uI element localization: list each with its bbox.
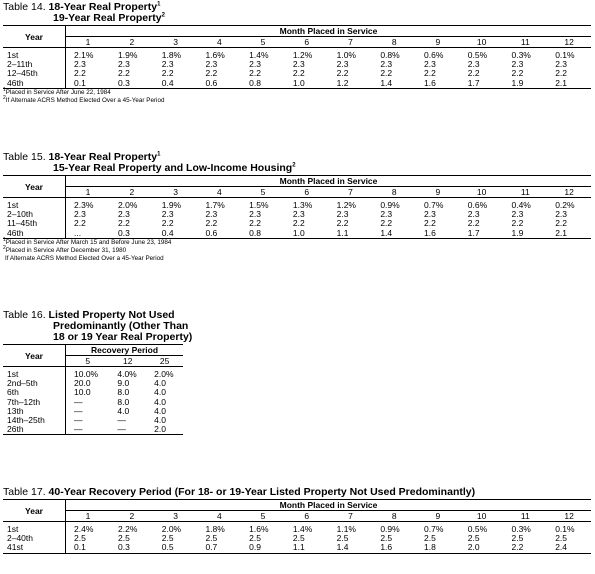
footnote-text: Placed in Service After March 15 and Before June 23, 1984 xyxy=(5,238,172,246)
table-cell: 4.0 xyxy=(154,387,166,398)
table-cell: 0.4 xyxy=(154,229,198,239)
table-cell: 2.2 xyxy=(292,218,305,229)
table-cell: — xyxy=(66,425,110,435)
table-cell: 0.5% xyxy=(467,524,488,534)
table-17-title xyxy=(3,487,591,498)
table-14-title-line2: 19-Year Real Property xyxy=(53,12,162,24)
row-year: 1st xyxy=(3,48,66,61)
table-14-title-line1: 18-Year Real Property xyxy=(48,1,158,13)
column-header: 7 xyxy=(329,37,373,48)
table-17-section xyxy=(3,487,591,554)
column-header: 10 xyxy=(460,511,504,522)
table-cell: 2.3% xyxy=(74,200,94,210)
column-header: 6 xyxy=(285,187,329,198)
column-header: 3 xyxy=(154,187,198,198)
column-header: 11 xyxy=(503,511,547,522)
table-16-title-line3: 18 or 19 Year Real Property) xyxy=(53,331,193,343)
table-cell: 2.2 xyxy=(118,218,130,229)
table-14-label: Table 14. xyxy=(3,1,46,13)
footnote xyxy=(3,244,591,255)
table-cell: 0.3% xyxy=(511,50,531,60)
table-cell: 0.1% xyxy=(555,50,575,60)
table-14-title-line1-sup: 1 xyxy=(157,1,161,8)
table-cell: 0.9% xyxy=(380,200,400,210)
table-cell: — xyxy=(109,425,146,435)
table-cell: 1.4 xyxy=(372,229,416,239)
table-cell: 2.1 xyxy=(547,79,591,89)
span-header: Recovery Period xyxy=(66,345,184,356)
table-row xyxy=(3,229,591,239)
table-cell: 2.3 xyxy=(74,209,86,220)
table-cell: 1.0 xyxy=(285,79,329,89)
column-header: 12 xyxy=(547,511,591,522)
table-cell: 2.2 xyxy=(336,218,349,229)
table-14-section xyxy=(3,2,591,105)
table-cell: 2.2 xyxy=(555,68,568,79)
table-14-title-line2-sup: 2 xyxy=(161,12,165,19)
row-year: 7th–12th xyxy=(3,398,66,407)
footnote-text: If Alternate ACRS Method Elected Over a 45-Year Period xyxy=(5,254,164,262)
table-cell: 1.9 xyxy=(503,229,547,239)
table-cell: — xyxy=(74,415,83,426)
table-cell: 9.0 xyxy=(117,378,130,389)
table-cell: 2.2 xyxy=(161,68,174,79)
table-cell: 2.5 xyxy=(74,533,86,544)
table-cell: 2.5 xyxy=(292,533,305,544)
table-15-section xyxy=(3,152,591,262)
table-cell: 1.1 xyxy=(285,543,329,553)
table-cell: 2.2 xyxy=(161,218,174,229)
table-cell: 2.1% xyxy=(74,50,94,60)
table-cell: — xyxy=(117,415,126,426)
footnote-marker: 1 xyxy=(3,236,6,243)
table-cell: 2.2 xyxy=(467,218,480,229)
table-cell: 0.6% xyxy=(424,50,444,60)
table-cell: 0.2% xyxy=(555,200,575,210)
table-cell: 2.3 xyxy=(292,59,305,70)
table-cell: 2.5 xyxy=(118,533,130,544)
table-15-footnotes xyxy=(3,236,591,263)
table-cell: 2.3 xyxy=(249,59,261,70)
column-header: 10 xyxy=(460,187,504,198)
table-17 xyxy=(3,499,591,554)
table-cell: 4.0% xyxy=(117,369,137,379)
table-cell: 2.3 xyxy=(380,59,393,70)
table-cell: 0.5 xyxy=(154,543,198,553)
table-cell: 2.3 xyxy=(424,209,436,220)
table-cell: 2.2 xyxy=(503,543,547,553)
footnote-marker: 1 xyxy=(3,86,6,93)
column-header: 5 xyxy=(66,356,110,367)
row-year: 14th–25th xyxy=(3,416,66,425)
table-cell: 2.0 xyxy=(146,425,183,435)
table-cell: 2.2 xyxy=(336,68,349,79)
table-cell: 2.4 xyxy=(547,543,591,553)
column-header: 6 xyxy=(285,511,329,522)
table-15 xyxy=(3,175,591,239)
column-header: 3 xyxy=(154,511,198,522)
table-cell: 1.6% xyxy=(205,50,225,60)
table-cell: 0.1 xyxy=(66,79,111,89)
table-cell: 1.2 xyxy=(329,79,373,89)
table-cell: 0.3 xyxy=(110,229,154,239)
table-cell: 1.9% xyxy=(118,50,138,60)
table-cell: 2.2 xyxy=(249,218,261,229)
table-cell: 2.2 xyxy=(467,68,480,79)
column-header: 6 xyxy=(285,37,329,48)
table-cell: 2.3 xyxy=(467,59,480,70)
column-header: 5 xyxy=(241,37,285,48)
table-cell: 0.8 xyxy=(241,229,285,239)
row-year: 13th xyxy=(3,407,66,416)
table-cell: 1.2% xyxy=(292,50,313,60)
row-year: 11–45th xyxy=(3,219,66,228)
table-cell: 2.5 xyxy=(467,533,480,544)
row-year: 2–10th xyxy=(3,210,66,219)
table-cell: 2.5 xyxy=(161,533,174,544)
table-cell: 2.3 xyxy=(205,59,218,70)
table-cell: 1.6 xyxy=(416,79,460,89)
table-cell: 0.7% xyxy=(424,524,444,534)
year-header: Year xyxy=(3,345,66,367)
year-header: Year xyxy=(3,26,66,48)
column-header: 2 xyxy=(110,37,154,48)
column-header: 4 xyxy=(197,511,241,522)
table-cell: 1.6 xyxy=(372,543,416,553)
table-cell: 0.1% xyxy=(555,524,575,534)
span-header: Month Placed in Service xyxy=(66,26,592,37)
table-cell: 8.0 xyxy=(117,396,130,407)
column-header: 7 xyxy=(329,187,373,198)
row-year: 12–45th xyxy=(3,69,66,78)
table-cell: 1.1% xyxy=(336,524,356,534)
table-16-section xyxy=(3,310,192,435)
table-cell: 2.2% xyxy=(118,524,138,534)
table-cell: 2.0% xyxy=(161,524,182,534)
table-cell: 1.4% xyxy=(249,50,269,60)
table-cell: 2.2 xyxy=(118,68,130,79)
footnote xyxy=(3,236,591,247)
table-15-title-line2: 15-Year Real Property and Low-Income Housing xyxy=(53,162,293,174)
table-cell: 20.0 xyxy=(74,378,91,389)
table-cell: 1.7% xyxy=(205,200,225,210)
table-cell: ... xyxy=(66,229,111,239)
table-cell: 2.2 xyxy=(205,218,218,229)
column-header: 1 xyxy=(66,187,111,198)
column-header: 9 xyxy=(416,511,460,522)
table-17-title-text: 40-Year Recovery Period (For 18- or 19-Year Listed Property Not Used Predominantly) xyxy=(48,486,476,498)
table-cell: 2.3 xyxy=(424,59,436,70)
column-header: 2 xyxy=(110,187,154,198)
column-header: 3 xyxy=(154,37,198,48)
table-cell: 2.3 xyxy=(380,209,393,220)
table-cell: 0.6 xyxy=(197,79,241,89)
column-header: 8 xyxy=(372,187,416,198)
row-year: 6th xyxy=(3,388,66,397)
row-year: 1st xyxy=(3,198,66,211)
table-cell: 0.6 xyxy=(197,229,241,239)
table-cell: 2.4% xyxy=(74,524,94,534)
table-cell: 0.4% xyxy=(511,200,531,210)
table-16-label: Table 16. xyxy=(3,309,46,321)
table-cell: 1.1 xyxy=(329,229,373,239)
table-cell: 0.8% xyxy=(380,50,400,60)
footnote xyxy=(3,256,591,263)
row-year: 46th xyxy=(3,229,66,239)
column-header: 8 xyxy=(372,511,416,522)
table-cell: 1.3% xyxy=(292,200,313,210)
table-cell: 2.3 xyxy=(118,59,130,70)
table-15-title-line1: 18-Year Real Property xyxy=(48,151,158,163)
table-cell: 2.2 xyxy=(74,218,86,229)
table-cell: 0.8 xyxy=(241,79,285,89)
table-cell: 1.8 xyxy=(416,543,460,553)
table-14-footnotes xyxy=(3,86,591,105)
table-16-title-line2: Predominantly (Other Than xyxy=(53,320,189,332)
table-cell: 4.0 xyxy=(117,405,130,416)
column-header: 12 xyxy=(547,37,591,48)
table-cell: 2.5 xyxy=(511,533,524,544)
span-header: Month Placed in Service xyxy=(66,500,592,511)
column-header: 9 xyxy=(416,37,460,48)
table-cell: — xyxy=(74,396,83,407)
table-14 xyxy=(3,25,591,89)
table-cell: 1.0% xyxy=(336,50,356,60)
table-cell: 2.5 xyxy=(380,533,393,544)
table-16 xyxy=(3,344,183,435)
table-cell: 0.9 xyxy=(241,543,285,553)
table-cell: 1.6% xyxy=(249,524,269,534)
column-header: 5 xyxy=(241,187,285,198)
column-header: 2 xyxy=(110,511,154,522)
table-cell: 1.7 xyxy=(460,79,504,89)
table-cell: 0.5% xyxy=(467,50,488,60)
table-cell: 2.3 xyxy=(467,209,480,220)
row-year: 41st xyxy=(3,543,66,553)
table-cell: 1.4 xyxy=(329,543,373,553)
year-header: Year xyxy=(3,500,66,522)
table-cell: 1.4% xyxy=(292,524,313,534)
footnote-text: Placed in Service After June 22, 1984 xyxy=(5,88,111,96)
table-cell: 1.9% xyxy=(161,200,182,210)
table-row xyxy=(3,79,591,89)
table-cell: 2.2 xyxy=(249,68,261,79)
table-cell: 0.4 xyxy=(154,79,198,89)
table-cell: 2.3 xyxy=(555,59,568,70)
table-15-label: Table 15. xyxy=(3,151,46,163)
column-header: 25 xyxy=(146,356,183,367)
table-cell: — xyxy=(74,405,83,416)
span-header: Month Placed in Service xyxy=(66,176,592,187)
row-year: 26th xyxy=(3,425,66,435)
table-cell: 2.3 xyxy=(249,209,261,220)
table-cell: 0.9% xyxy=(380,524,400,534)
table-cell: 2.2 xyxy=(424,218,436,229)
footnote-marker: 2 xyxy=(3,244,6,251)
table-cell: 2.2 xyxy=(292,68,305,79)
table-cell: 2.5 xyxy=(555,533,568,544)
column-header: 4 xyxy=(197,37,241,48)
table-cell: 10.0 xyxy=(74,387,91,398)
year-header: Year xyxy=(3,176,66,198)
table-cell: 2.1 xyxy=(547,229,591,239)
column-header: 10 xyxy=(460,37,504,48)
column-header: 12 xyxy=(109,356,146,367)
table-cell: 2.2 xyxy=(380,68,393,79)
table-cell: 1.6 xyxy=(416,229,460,239)
column-header: 4 xyxy=(197,187,241,198)
table-cell: 2.2 xyxy=(74,68,86,79)
footnote-text: Placed in Service After December 31, 1980 xyxy=(5,246,127,254)
table-cell: 1.5% xyxy=(249,200,269,210)
footnote xyxy=(3,94,591,105)
table-cell: 2.5 xyxy=(336,533,349,544)
table-cell: 2.2 xyxy=(424,68,436,79)
table-16-title-line1: Listed Property Not Used xyxy=(48,309,175,321)
table-cell: 2.3 xyxy=(336,59,349,70)
table-cell: 0.6% xyxy=(467,200,488,210)
table-cell: 1.8% xyxy=(205,524,225,534)
column-header: 7 xyxy=(329,511,373,522)
row-year: 2–40th xyxy=(3,534,66,543)
table-cell: 2.3 xyxy=(511,209,524,220)
table-cell: 0.3 xyxy=(110,79,154,89)
table-cell: 2.0% xyxy=(154,369,174,379)
row-year: 2nd–5th xyxy=(3,379,66,388)
footnote xyxy=(3,86,591,97)
column-header: 1 xyxy=(66,511,111,522)
table-15-title-line2-sup: 2 xyxy=(292,162,296,169)
table-cell: 2.5 xyxy=(249,533,261,544)
table-cell: 2.0 xyxy=(460,543,504,553)
footnote-text: If Alternate ACRS Method Elected Over a 45-Year Period xyxy=(5,96,165,104)
table-cell: 2.5 xyxy=(205,533,218,544)
table-cell: 0.7% xyxy=(424,200,444,210)
table-cell: 4.0 xyxy=(154,378,166,389)
table-cell: 2.3 xyxy=(336,209,349,220)
table-cell: 10.0% xyxy=(74,369,99,379)
table-cell: 1.0 xyxy=(285,229,329,239)
table-cell: 2.2 xyxy=(205,68,218,79)
column-header: 12 xyxy=(547,187,591,198)
column-header: 1 xyxy=(66,37,111,48)
row-year: 46th xyxy=(3,79,66,89)
table-cell: 4.0 xyxy=(154,396,166,407)
table-row xyxy=(3,543,591,553)
table-cell: 2.2 xyxy=(511,68,524,79)
table-cell: 4.0 xyxy=(154,405,166,416)
table-cell: 0.3 xyxy=(110,543,154,553)
column-header: 11 xyxy=(503,187,547,198)
table-cell: 0.7 xyxy=(197,543,241,553)
column-header: 5 xyxy=(241,511,285,522)
table-cell: 2.3 xyxy=(161,59,174,70)
table-row xyxy=(3,425,183,435)
table-cell: 1.9 xyxy=(503,79,547,89)
row-year: 1st xyxy=(3,522,66,535)
table-cell: 4.0 xyxy=(154,415,166,426)
table-cell: 0.3% xyxy=(511,524,531,534)
table-cell: 2.3 xyxy=(511,59,524,70)
table-15-title-line1-sup: 1 xyxy=(157,151,161,158)
table-cell: 0.1 xyxy=(66,543,111,553)
table-17-label: Table 17. xyxy=(3,486,46,498)
table-cell: 2.3 xyxy=(161,209,174,220)
column-header: 9 xyxy=(416,187,460,198)
row-year: 2–11th xyxy=(3,60,66,69)
table-cell: 2.3 xyxy=(292,209,305,220)
table-cell: 2.5 xyxy=(424,533,436,544)
table-cell: 1.2% xyxy=(336,200,356,210)
table-cell: 2.3 xyxy=(555,209,568,220)
table-cell: 1.4 xyxy=(372,79,416,89)
table-cell: 2.2 xyxy=(511,218,524,229)
table-cell: 2.2 xyxy=(380,218,393,229)
table-cell: 2.0% xyxy=(118,200,138,210)
table-cell: 1.8% xyxy=(161,50,182,60)
table-cell: 2.3 xyxy=(74,59,86,70)
footnote-marker: 2 xyxy=(3,94,6,101)
column-header: 8 xyxy=(372,37,416,48)
table-cell: 2.3 xyxy=(118,209,130,220)
table-cell: 2.3 xyxy=(205,209,218,220)
table-cell: 2.2 xyxy=(555,218,568,229)
column-header: 11 xyxy=(503,37,547,48)
table-cell: 8.0 xyxy=(117,387,130,398)
table-cell: 1.7 xyxy=(460,229,504,239)
row-year: 1st xyxy=(3,367,66,380)
